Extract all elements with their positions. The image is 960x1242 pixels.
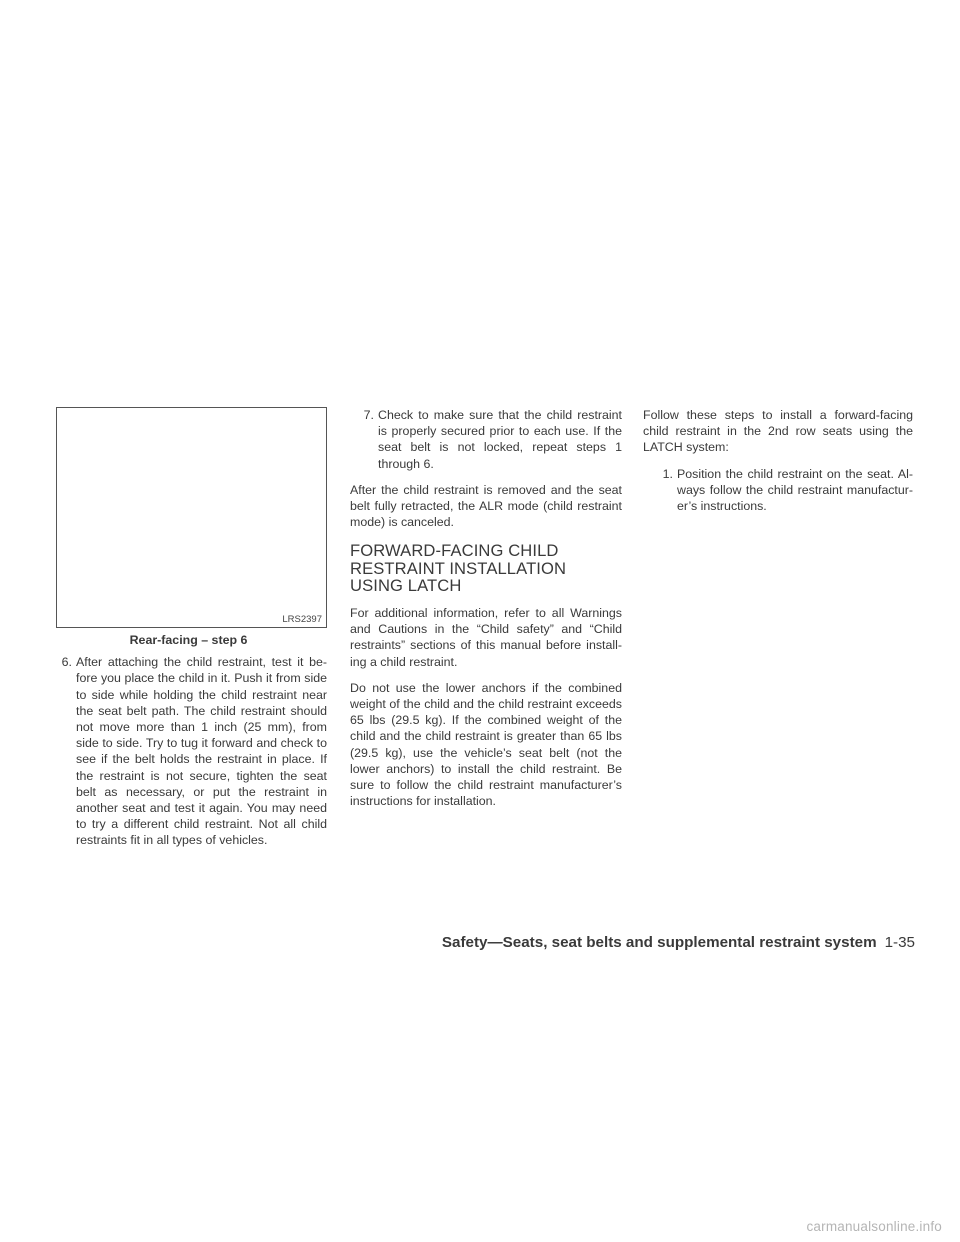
info-paragraph: For additional information, refer to all Warnings and Cautions in the “Child safety” and “Child restraints” sections of this manual before install-ing a child restraint. [350, 605, 622, 669]
weight-paragraph: Do not use the lower anchors if the combined weight of the child and the child restraint exceeds 65 lbs (29.5 kg). If the combined weight of the child and the child restraint is greater than 65 lbs (29.5 kg), use the vehicle’s seat belt (not the lower anchors) to install the child restraint. Be sure to follow the child restraint manufacturer’s instructions for installation. [350, 680, 622, 809]
column-middle [350, 407, 622, 819]
step-7 [352, 407, 622, 472]
footer-section-title: Safety—Seats, seat belts and supplemental restraint system [441, 934, 877, 951]
step-6 [50, 654, 327, 848]
alr-paragraph: After the child restraint is removed and the seat belt fully retracted, the ALR mode (child restraint mode) is canceled. [350, 482, 622, 530]
figure-caption: Rear-facing – step 6 [129, 633, 248, 647]
figure-illustration [56, 407, 327, 628]
page-number: 1-35 [884, 934, 915, 951]
step-number: 7. [363, 408, 374, 422]
step-text: Position the child restraint on the seat. Al-ways follow the child restraint manufactur-er’s instructions. [677, 466, 913, 514]
column-left [50, 407, 327, 859]
section-heading: FORWARD-FACING CHILD RESTRAINT INSTALLATION USING LATCH [350, 541, 567, 596]
figure-code: LRS2397 [282, 614, 322, 625]
watermark: carmanualsonline.info [806, 1219, 942, 1234]
step-number: 1. [662, 466, 673, 481]
step-text: Check to make sure that the child restraint is properly secured prior to each use. If the seat belt is not locked, repeat steps 1 through 6. [378, 408, 622, 471]
step-1 [651, 466, 913, 515]
column-right [643, 407, 913, 524]
step-text: After attaching the child restraint, test it be-fore you place the child in it. Push it from side to side while holding the child restraint near the seat belt path. The child restraint should not move more than 1 inch (25 mm), from side to side. Try to tug it forward and check to see if the belt holds the restraint in place. If the restraint is not secure, tighten the seat belt as necessary, or put the restraint in another seat and test it again. You may need to try a different child restraint. Not all child restraints fit in all types of vehicles. [76, 655, 327, 848]
intro-paragraph: Follow these steps to install a forward-facing child restraint in the 2nd row seats using the LATCH system: [643, 408, 913, 455]
step-number: 6. [61, 655, 72, 670]
page-footer [442, 934, 915, 951]
